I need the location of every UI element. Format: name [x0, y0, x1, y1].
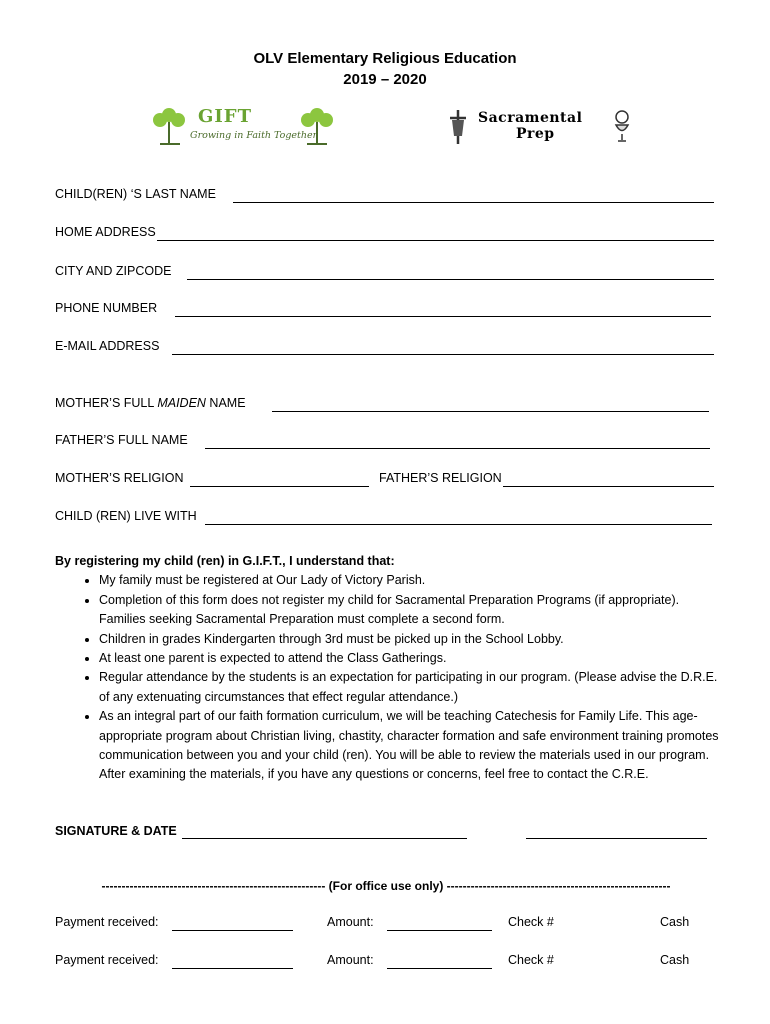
last-name-label: CHILD(REN) ‘S LAST NAME [55, 187, 216, 201]
amount-label: Amount: [327, 915, 374, 929]
sacramental-prep-logo [448, 108, 638, 148]
mother-name-line[interactable] [272, 411, 709, 412]
payment-received-label: Payment received: [55, 915, 159, 929]
mother-name-maiden: MAIDEN [157, 396, 206, 410]
email-line[interactable] [172, 354, 714, 355]
prep-title: Prep [516, 126, 555, 142]
list-item: • Children in grades Kindergarten through 3rd must be picked up in the School Lobby. [99, 630, 725, 649]
gift-tagline: Growing in Faith Together [190, 130, 318, 141]
mother-name-label [55, 396, 246, 410]
payment-received-label: Payment received: [55, 953, 159, 967]
amount-label: Amount: [327, 953, 374, 967]
home-address-label: HOME ADDRESS [55, 225, 156, 239]
father-name-line[interactable] [205, 448, 710, 449]
payment-received-line[interactable] [172, 968, 293, 969]
amount-line[interactable] [387, 930, 492, 931]
city-zip-line[interactable] [187, 279, 714, 280]
mother-religion-line[interactable] [190, 486, 369, 487]
mother-religion-label: MOTHER’S RELIGION [55, 471, 184, 485]
chalice-icon [614, 110, 630, 144]
live-with-line[interactable] [205, 524, 712, 525]
check-label: Check # [508, 953, 554, 967]
list-item: • My family must be registered at Our Lady of Victory Parish. [99, 571, 725, 590]
phone-label: PHONE NUMBER [55, 301, 158, 315]
list-item: • At least one parent is expected to attend the Class Gatherings. [99, 649, 725, 668]
signature-line[interactable] [182, 838, 467, 839]
list-item: • As an integral part of our faith formation curriculum, we will be teaching Catechesis for Family Life. This age-appropriate program about Christian living, chastity, character formation and safe environment training promotes communication between you and your child (ren). You will be able to review the materials used in our program. After examining the materials, if you have any questions or concerns, feel free to contact the C.R.E. [99, 707, 725, 785]
cash-label: Cash [660, 915, 690, 929]
amount-line[interactable] [387, 968, 492, 969]
mother-name-post: NAME [205, 396, 246, 410]
phone-line[interactable] [175, 316, 711, 317]
agreement-section [55, 552, 725, 785]
payment-received-line[interactable] [172, 930, 293, 931]
email-label: E-MAIL ADDRESS [55, 339, 160, 353]
check-label: Check # [508, 915, 554, 929]
live-with-label: CHILD (REN) LIVE WITH [55, 509, 197, 523]
agreement-intro: By registering my child (ren) in G.I.F.T., I understand that: [55, 554, 395, 568]
cash-label: Cash [660, 953, 690, 967]
last-name-line[interactable] [233, 202, 714, 203]
sacramental-title: Sacramental [478, 110, 583, 126]
list-item: • Completion of this form does not register my child for Sacramental Preparation Programs (if appropriate). Families seeking Sacramental Preparation must complete a second form. [99, 591, 725, 630]
father-religion-label: FATHER’S RELIGION [379, 471, 502, 485]
agreement-list [55, 571, 725, 784]
list-item: • Regular attendance by the students is an expectation for participating in our program. (Please advise the D.R.E. of any extenuating circumstances that effect regular attendance.) [99, 668, 725, 707]
home-address-line[interactable] [157, 240, 714, 241]
father-religion-line[interactable] [503, 486, 714, 487]
gift-title: GIFT [198, 106, 252, 127]
cross-icon [448, 110, 468, 144]
school-year: 2019 – 2020 [343, 71, 427, 88]
city-zip-label: CITY AND ZIPCODE [55, 264, 172, 278]
gift-logo [150, 106, 335, 150]
office-use-separator: -------------------------------------------------------- (For office use only) -------------------------------------------------------- [101, 879, 671, 893]
signature-label: SIGNATURE & DATE [55, 824, 177, 838]
page-title: OLV Elementary Religious Education [253, 50, 517, 67]
mother-name-pre: MOTHER’S FULL [55, 396, 158, 410]
father-name-label: FATHER’S FULL NAME [55, 433, 188, 447]
date-line[interactable] [526, 838, 707, 839]
